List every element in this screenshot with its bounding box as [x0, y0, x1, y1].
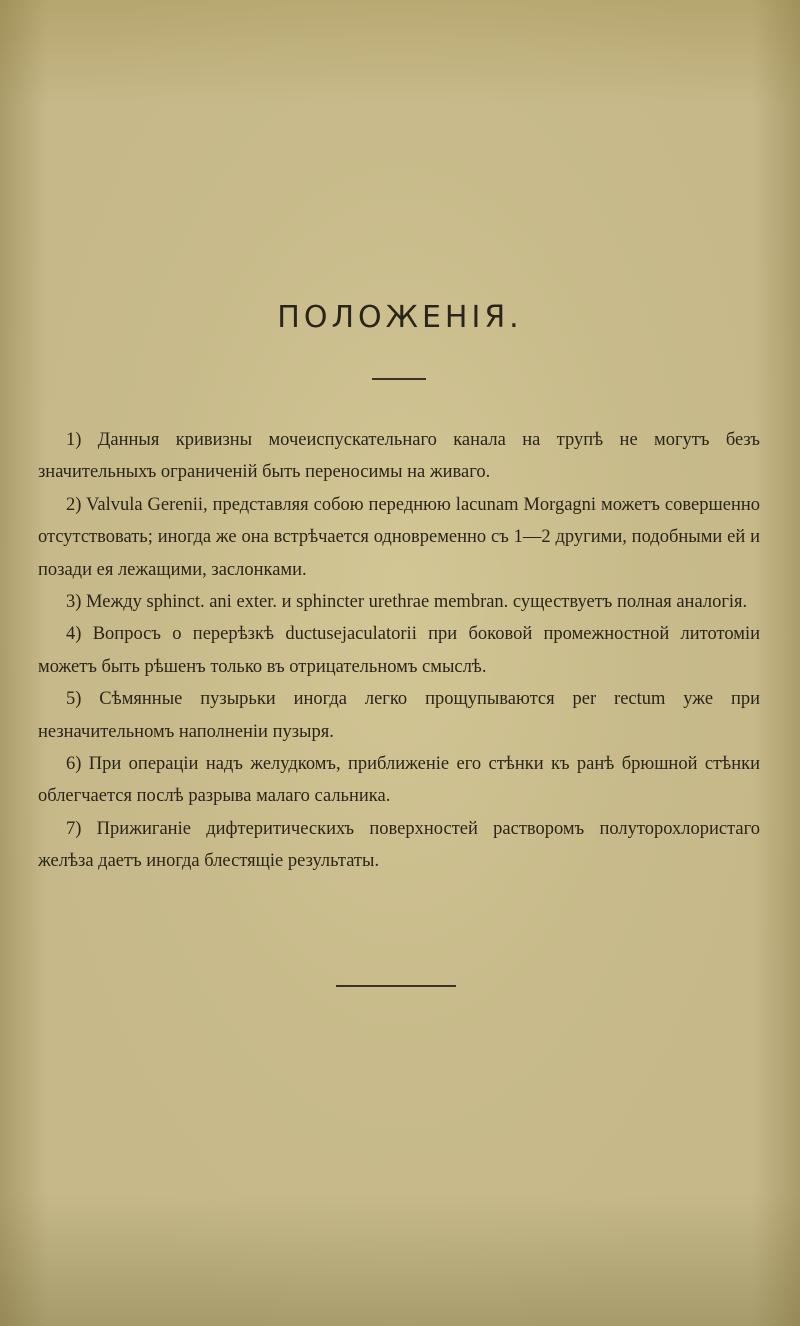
- title-rule: [372, 378, 426, 380]
- thesis-5: 5) Сѣмянные пузырьки иногда легко прощупываются per rectum уже при незначительномъ наполненіи пузыря.: [38, 689, 760, 742]
- thesis-6: 6) При операціи надъ желудкомъ, приближеніе его стѣнки къ ранѣ брюшной стѣнки облегчается послѣ разрыва малаго сальника.: [38, 754, 760, 807]
- end-rule: [336, 985, 456, 987]
- theses-list: [38, 424, 760, 878]
- thesis-2: 2) Valvula Gerenii, представляя собою переднюю lacunam Morgagni можетъ совершенно отсутствовать; иногда же она встрѣчается одновременно съ 1—2 другими, подобными ей и позади ея лежащими, заслонками.: [38, 494, 760, 580]
- thesis-7: 7) Прижиганіе дифтеритическихъ поверхностей растворомъ полуторохлористаго желѣза даетъ иногда блестящіе результаты.: [38, 818, 760, 872]
- page-title: ПОЛОЖЕНІЯ.: [277, 300, 523, 335]
- thesis-4: 4) Вопросъ о перерѣзкѣ ductusejaculatorii при боковой промежностной литотоміи можетъ быть рѣшенъ только въ отрицательномъ смыслѣ.: [38, 624, 760, 677]
- thesis-3: 3) Между sphinct. ani exter. и sphincter urethrae membran. существуетъ полная аналогія.: [66, 592, 748, 613]
- thesis-1: 1) Данныя кривизны мочеиспускательнаго канала на трупѣ не могутъ безъ значительныхъ ограниченій быть переносимы на живаго.: [38, 430, 760, 483]
